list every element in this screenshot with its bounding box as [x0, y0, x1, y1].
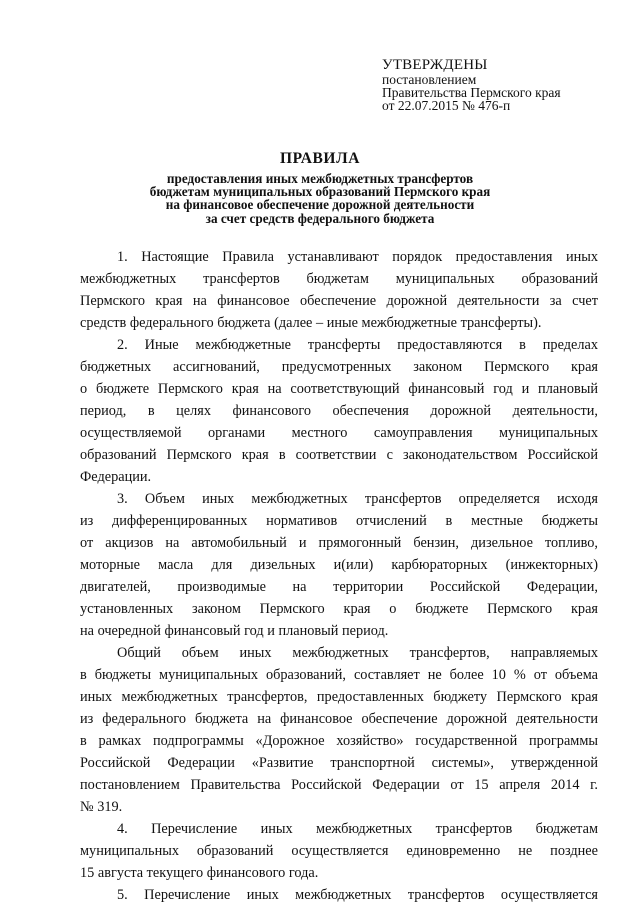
- body-line: из дифференцированных нормативов отчислений в местные бюджеты: [80, 513, 598, 529]
- subtitle-line: бюджетам муниципальных образований Пермского края: [149, 184, 491, 200]
- document-title: ПРАВИЛА: [279, 150, 361, 167]
- approval-heading: УТВЕРЖДЕНЫ: [382, 57, 488, 73]
- body-line: в рамках подпрограммы «Дорожное хозяйство» государственной программы: [80, 733, 598, 749]
- body-line: 4. Перечисление иных межбюджетных трансфертов бюджетам: [117, 821, 598, 837]
- document-subtitle: [120, 172, 520, 225]
- body-line: на очередной финансовый год и плановый период.: [80, 623, 389, 639]
- body-line: Общий объем иных межбюджетных трансфертов, направляемых: [117, 645, 598, 661]
- approval-line: от 22.07.2015 № 476-п: [382, 98, 511, 113]
- body-line: 3. Объем иных межбюджетных трансфертов определяется исходя: [117, 491, 598, 507]
- body-line: средств федерального бюджета (далее – иные межбюджетные трансферты).: [80, 315, 542, 331]
- body-line: Федерации.: [80, 469, 152, 485]
- body-line: Пермского края на финансовое обеспечение дорожной деятельности за счет: [80, 293, 598, 309]
- body-line: 5. Перечисление иных межбюджетных трансфертов осуществляется: [117, 887, 598, 903]
- body-line: постановлением Правительства Российской Федерации от 15 апреля 2014 г.: [80, 777, 598, 793]
- body-line: моторные масла для дизельных и(или) карбюраторных (инжекторных): [80, 557, 598, 573]
- body-line: из федерального бюджета на финансовое обеспечение дорожной деятельности: [80, 711, 598, 727]
- approval-line: постановлением: [382, 72, 477, 87]
- subtitle-line: на финансовое обеспечение дорожной деятельности: [165, 197, 475, 213]
- body-line: образований Пермского края в соответствии с законодательством Российской: [80, 447, 598, 463]
- body-line: 2. Иные межбюджетные трансферты предоставляются в пределах: [117, 337, 598, 353]
- body-line: № 319.: [80, 799, 123, 815]
- body-line: от акцизов на автомобильный и прямогонный бензин, дизельное топливо,: [80, 535, 598, 551]
- subtitle-line: предоставления иных межбюджетных трансфертов: [166, 171, 474, 186]
- subtitle-line: за счет средств федерального бюджета: [205, 210, 435, 226]
- body-line: межбюджетных трансфертов бюджетам муниципальных образований: [80, 271, 598, 287]
- body-line: о бюджете Пермского края на соответствующий финансовый год и плановый: [80, 381, 598, 397]
- body-line: период, в целях финансового обеспечения дорожной деятельности,: [80, 403, 598, 419]
- body-line: Российской Федерации «Развитие транспортной системы», утвержденной: [80, 755, 598, 771]
- body-line: установленных законом Пермского края о бюджете Пермского края: [80, 601, 598, 617]
- body-line: осуществляемой органами местного самоуправления муниципальных: [80, 425, 598, 441]
- body-line: 1. Настоящие Правила устанавливают порядок предоставления иных: [117, 249, 598, 265]
- approval-stamp: [382, 58, 612, 112]
- body-line: 15 августа текущего финансового года.: [80, 865, 319, 881]
- body-line: бюджетных ассигнований, предусмотренных законом Пермского края: [80, 359, 598, 375]
- body-line: двигателей, производимые на территории Российской Федерации,: [80, 579, 598, 595]
- approval-line: Правительства Пермского края: [382, 85, 561, 100]
- body-line: муниципальных образований осуществляется единовременно не позднее: [80, 843, 598, 859]
- body-line: в бюджеты муниципальных образований, составляет не более 10 % от объема: [80, 667, 598, 683]
- body-line: иных межбюджетных трансфертов, предоставленных бюджету Пермского края: [80, 689, 598, 705]
